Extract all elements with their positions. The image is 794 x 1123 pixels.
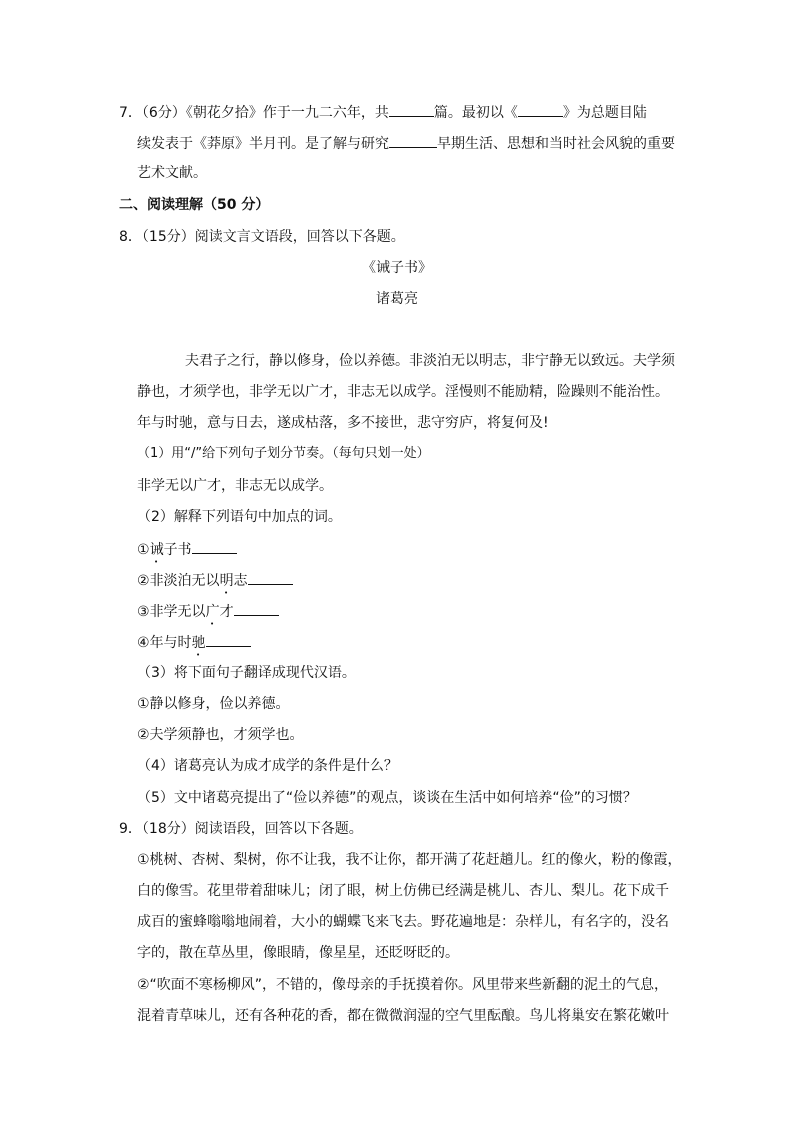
q8-item-4: [137, 631, 251, 659]
q7-line3: 艺术文献。: [137, 165, 207, 181]
q9-p1-line3: 成百的蜜蜂嗡嗡地闹着，大小的蝴蝶飞来飞去。野花遍地是：杂样儿，有名字的，没名: [137, 914, 669, 930]
item-prefix: ④: [137, 635, 150, 651]
q8-item-2: [137, 569, 293, 597]
item-text: 非学无以: [149, 604, 206, 620]
q9-p2-line1: ②“吹面不寒杨柳风”，不错的，像母亲的手抚摸着你。风里带来些新翻的泥土的气息，: [137, 977, 669, 993]
q9-intro: 9．（18分）阅读语段，回答以下各题。: [119, 821, 363, 837]
item-prefix: ③: [137, 604, 150, 620]
answer-blank: [206, 631, 251, 647]
dotted-word: 广: [205, 604, 220, 620]
q9-p1-line1: ①桃树、杏树、梨树，你不让我，我不让你，都开满了花赶趟儿。红的像火，粉的像霞，: [137, 852, 682, 868]
q9-p2-line2: 混着青草味儿，还有各种花的香，都在微微润湿的空气里酝酿。鸟儿将巢安在繁花嫩叶: [137, 1008, 669, 1024]
q8-intro: 8．（15分）阅读文言文语段，回答以下各题。: [119, 229, 405, 245]
q9-p1-line2: 白的像雪。花里带着甜味儿；闭了眼，树上仿佛已经满是桃儿、杏儿、梨儿。花下成千: [137, 883, 669, 899]
answer-blank: [234, 600, 279, 616]
q8-item-1: [137, 538, 237, 566]
q7-line2-text-a: 续发表于《莽原》半月刊。是了解与研究: [137, 136, 389, 152]
q8-item-3: [137, 600, 279, 628]
q8-sub2: （2）解释下列语句中加点的词。: [137, 509, 342, 525]
dotted-word: 诫: [149, 542, 164, 558]
section-heading: 二、阅读理解（50 分）: [119, 197, 270, 213]
q7-line2-text-b: 早期生活、思想和当时社会风貌的重要: [437, 136, 675, 152]
q8-sub3-a: ①静以修身，俭以养德。: [137, 696, 290, 712]
q8-passage-line1: 夫君子之行，静以修身，俭以养德。非淡泊无以明志，非宁静无以致远。夫学须: [185, 353, 675, 369]
q8-sub3: （3）将下面句子翻译成现代汉语。: [137, 665, 356, 681]
q8-sub1-sentence: 非学无以广才，非志无以成学。: [137, 478, 333, 494]
item-text: 非淡泊无以: [149, 573, 220, 589]
q8-sub3-b: ②夫学须静也，才须学也。: [137, 727, 304, 743]
q9-p1-line4: 字的，散在草丛里，像眼睛，像星星，还眨呀眨的。: [137, 945, 459, 961]
q8-passage-line3: 年与时驰，意与日去，遂成枯落，多不接世，悲守穷庐，将复何及!: [137, 415, 549, 431]
q7-line1-text-c: 》为总题目陆: [562, 105, 647, 121]
item-prefix: ①: [137, 542, 150, 558]
q7-line1-text-b: 篇。最初以《: [433, 105, 518, 121]
item-text: 志: [233, 573, 248, 589]
dotted-word: 驰: [191, 635, 206, 651]
q8-passage-author: 诸葛亮: [376, 291, 418, 307]
q8-passage-line2: 静也，才须学也，非学无以广才，非志无以成学。淫慢则不能励精，险躁则不能治性。: [137, 384, 669, 400]
q8-sub1: （1）用“/”给下列句子划分节奏。（每句只划一处）: [137, 446, 430, 461]
q7-blank-title: [518, 101, 563, 117]
q7-line2: [137, 132, 675, 154]
q8-sub5: （5）文中诸葛亮提出了“俭以养德”的观点，谈谈在生活中如何培养“俭”的习惯？: [137, 790, 637, 806]
q7-line1: [119, 101, 647, 123]
answer-blank: [192, 538, 237, 554]
item-text: 年与时: [149, 635, 192, 651]
item-text: 才: [219, 604, 234, 620]
q8-sub4: （4）诸葛亮认为成才成学的条件是什么？: [137, 758, 398, 774]
item-text: 子书: [163, 542, 192, 558]
answer-blank: [248, 569, 293, 585]
q7-line1-text-a: 7．（6分）《朝花夕拾》作于一九二六年，共: [119, 105, 389, 121]
q7-blank-person: [389, 132, 437, 148]
q7-blank-count: [389, 101, 434, 117]
item-prefix: ②: [137, 573, 150, 589]
dotted-word: 明: [219, 573, 234, 589]
q8-passage-title: 《诫子书》: [362, 260, 432, 276]
